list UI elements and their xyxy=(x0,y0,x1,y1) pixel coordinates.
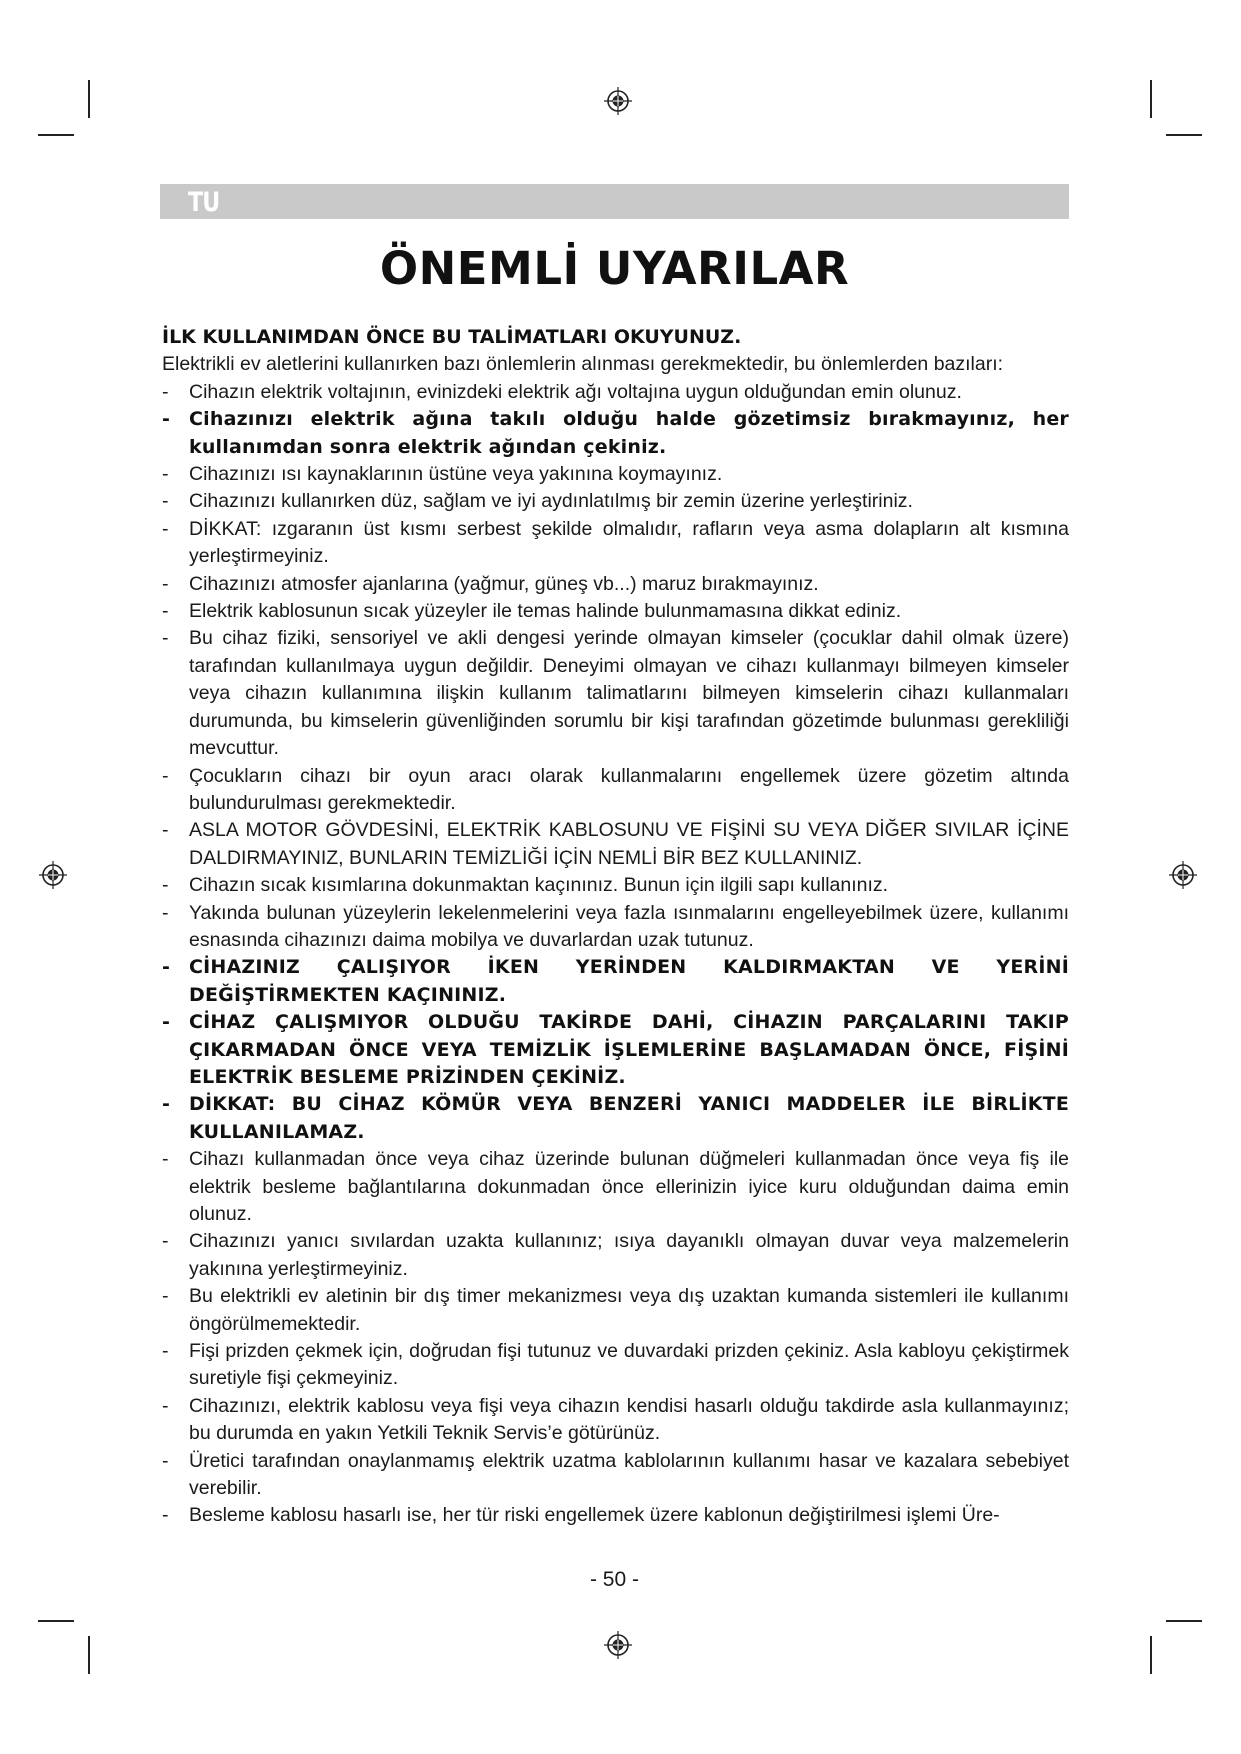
warning-item: - CİHAZ ÇALIŞMIYOR OLDUĞU TAKİRDE DAHİ, CİHAZIN PARÇALARINI TAKIP ÇIKARMADAN ÖNCE VEYA TEMİZLİK İŞLEMLERİNE BAŞLAMADAN ÖNCE, FİŞİNİ ELEKTRİK BESLEME PRİZİNDEN ÇEKİNİZ. xyxy=(162,1009,1069,1091)
warning-item: - Cihazın elektrik voltajının, evinizdeki elektrik ağı voltajına uygun olduğundan emin olunuz. xyxy=(162,379,1069,406)
warning-item: - Cihazınızı atmosfer ajanlarına (yağmur, güneş vb...) maruz bırakmayınız. xyxy=(162,571,1069,598)
warning-item: - Cihazınızı kullanırken düz, sağlam ve iyi aydınlatılmış bir zemin üzerine yerleştiriniz. xyxy=(162,488,1069,515)
language-code: TU xyxy=(188,187,220,218)
registration-mark-icon xyxy=(38,860,68,890)
warning-item: - Cihazınızı, elektrik kablosu veya fişi veya cihazın kendisi hasarlı olduğu takdirde asla kullanmayınız; bu durumda en yakın Yetkili Teknik Servis’e götürünüz. xyxy=(162,1393,1069,1448)
crop-mark xyxy=(1166,1620,1202,1622)
warning-item: - Yakında bulunan yüzeylerin lekelenmelerini veya fazla ısınmalarını engelleyebilmek üzere, kullanımı esnasında cihazınızı daima mobilya ve duvarlardan uzak tutunuz. xyxy=(162,900,1069,955)
warning-item: - Cihazınızı elektrik ağına takılı olduğu halde gözetimsiz bırakmayınız, her kullanımdan sonra elektrik ağından çekiniz. xyxy=(162,406,1069,461)
crop-mark xyxy=(88,80,90,118)
warning-item: - Bu cihaz fiziki, sensoriyel ve akli dengesi yerinde olmayan kimseler (çocuklar dahil olmak üzere) tarafından kullanılmaya uygun değildir. Deneyimi olmayan ve cihazı kullanmayı bilmeyen kimseler veya cihazın kullanımına ilişkin kullanım talimatlarını bilmeyen kimselerin cihazı kullanmaları durumunda, bu kimselerin güvenliğinden sorumlu bir kişi tarafından gözetimde bulunması gerekliliği mevcuttur. xyxy=(162,625,1069,762)
intro-heading: İLK KULLANIMDAN ÖNCE BU TALİMATLARI OKUYUNUZ. xyxy=(162,326,742,348)
registration-mark-icon xyxy=(603,86,633,116)
warning-item: - Cihazı kullanmadan önce veya cihaz üzerinde bulunan düğmeleri kullanmadan önce veya fiş ile elektrik besleme bağlantılarına dokunmadan önce ellerinizin iyice kuru olduğundan daima emin olunuz. xyxy=(162,1146,1069,1228)
warning-item: - Üretici tarafından onaylanmamış elektrik uzatma kablolarının kullanımı hasar ve kazalara sebebiyet verebilir. xyxy=(162,1448,1069,1503)
document-body xyxy=(162,324,1069,1530)
crop-mark xyxy=(38,134,74,136)
crop-mark xyxy=(38,1620,74,1622)
warning-item: - Cihazın sıcak kısımlarına dokunmaktan kaçınınız. Bunun için ilgili sapı kullanınız. xyxy=(162,872,1069,899)
language-bar xyxy=(160,184,1069,219)
warning-item: - Bu elektrikli ev aletinin bir dış timer mekanizmesı veya dış uzaktan kumanda sistemleri ile kullanımı öngörülmemektedir. xyxy=(162,1283,1069,1338)
warning-item: - DİKKAT: BU CİHAZ KÖMÜR VEYA BENZERİ YANICI MADDELER İLE BİRLİKTE KULLANILAMAZ. xyxy=(162,1091,1069,1146)
warning-item: - DİKKAT: ızgaranın üst kısmı serbest şekilde olmalıdır, rafların veya asma dolapların alt kısmına yerleştirmeyiniz. xyxy=(162,516,1069,571)
registration-mark-icon xyxy=(603,1630,633,1660)
intro-text: Elektrikli ev aletlerini kullanırken bazı önlemlerin alınması gerekmektedir, bu önlemlerden bazıları: xyxy=(162,353,1004,376)
warnings-list xyxy=(162,379,1069,1530)
registration-mark-icon xyxy=(1168,860,1198,890)
crop-mark xyxy=(1166,134,1202,136)
page-number: - 50 - xyxy=(589,1568,639,1591)
crop-mark xyxy=(1150,80,1152,118)
page-title: ÖNEMLİ UYARILAR xyxy=(379,242,850,295)
warning-item: - ASLA MOTOR GÖVDESİNİ, ELEKTRİK KABLOSUNU VE FİŞİNİ SU VEYA DİĞER SIVILAR İÇİNE DALDIRMAYINIZ, BUNLARIN TEMİZLİĞİ İÇİN NEMLİ BİR BEZ KULLANINIZ. xyxy=(162,817,1069,872)
warning-item: - CİHAZINIZ ÇALIŞIYOR İKEN YERİNDEN KALDIRMAKTAN VE YERİNİ DEĞİŞTİRMEKTEN KAÇININIZ. xyxy=(162,954,1069,1009)
warning-item: - Fişi prizden çekmek için, doğrudan fişi tutunuz ve duvardaki prizden çekiniz. Asla kabloyu çekiştirmek suretiyle fişi çekmeyiniz. xyxy=(162,1338,1069,1393)
warning-item: - Çocukların cihazı bir oyun aracı olarak kullanmalarını engellemek üzere gözetim altında bulundurulması gerekmektedir. xyxy=(162,763,1069,818)
crop-mark xyxy=(88,1636,90,1674)
warning-item: - Cihazınızı ısı kaynaklarının üstüne veya yakınına koymayınız. xyxy=(162,461,1069,488)
crop-mark xyxy=(1150,1636,1152,1674)
warning-item: - Besleme kablosu hasarlı ise, her tür riski engellemek üzere kablonun değiştirilmesi işlemi Üre- xyxy=(162,1502,1069,1529)
warning-item: - Cihazınızı yanıcı sıvılardan uzakta kullanınız; ısıya dayanıklı olmayan duvar veya malzemelerin yakınına yerleştirmeyiniz. xyxy=(162,1228,1069,1283)
warning-item: - Elektrik kablosunun sıcak yüzeyler ile temas halinde bulunmamasına dikkat ediniz. xyxy=(162,598,1069,625)
